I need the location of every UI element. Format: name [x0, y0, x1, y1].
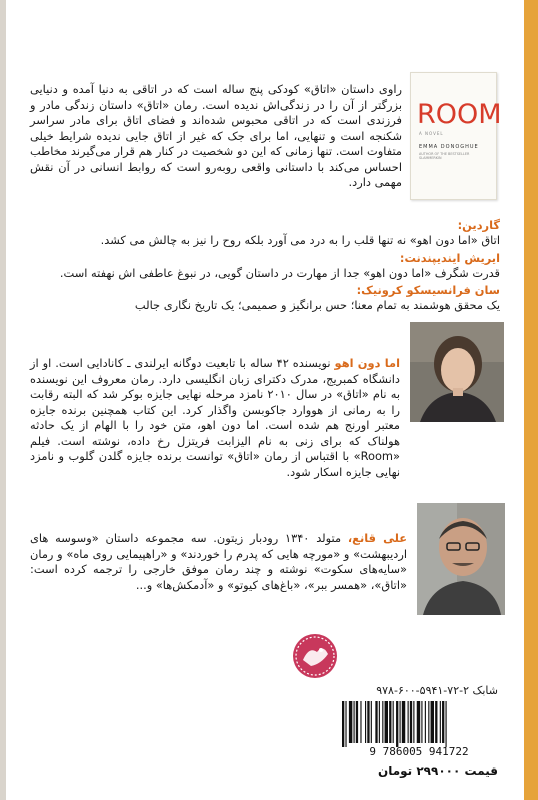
publisher-logo: [291, 632, 339, 680]
barcode-bar: [385, 701, 388, 743]
barcode-bar: [342, 701, 344, 747]
review-quote: یک محقق هوشمند به تمام معنا؛ حس برانگیز و صمیمی؛ یک تاریخ نگاری جالب: [134, 298, 500, 312]
book-cover-title: ROOM: [417, 99, 502, 130]
barcode-bar: [354, 701, 355, 743]
book-cover-author: EMMA DONOGHUE: [419, 144, 479, 150]
intro-paragraph: راوی داستان «اتاق» کودکی پنج ساله است که در اتاقی به دنیا آمده و دنیایی بزرگتر از آن را در زندگی‌اش ندیده است. رمان «اتاق» داستان زندگی مادر و فرزندی است که در اتاقی محبوس شده‌اند و فضای اتاق برای مادر سراسر شکنجه است و تنهایی، اما برای جک که غیر از اتاق جایی ندیده شرایط خیلی متفاوت است. تنها زمانی که این دو شخصیت در کنار هم قرار می‌گیرند مخاطب احساس می‌کند با داستانی واقعی روبه‌رو است که روابط انسانی در آن نقش مهمی دارد.: [30, 82, 402, 189]
barcode-bar: [435, 701, 437, 743]
barcode-bar: [408, 701, 409, 743]
price-label: قیمت ۲۹۹۰۰۰ تومان: [377, 764, 498, 778]
isbn-label: شابک ۲-۷۲-۵۹۴۱-۶۰۰-۹۷۸: [376, 684, 498, 697]
barcode-bar: [410, 701, 412, 743]
barcode-bar: [365, 701, 366, 743]
translator-name: علی قانع،: [347, 531, 408, 545]
translator-bio: [30, 531, 407, 593]
barcode-bar: [446, 701, 447, 747]
barcode-bar: [367, 701, 369, 743]
barcode-bar: [393, 701, 394, 743]
book-cover-blurb: AUTHOR OF THE BESTSELLER SLAMMERKIN: [419, 152, 470, 160]
barcode-bar: [371, 701, 372, 743]
barcode-bar: [360, 701, 361, 743]
barcode-bar: [356, 701, 358, 743]
barcode-digits: 9 786005 941722: [369, 745, 469, 757]
review-source: گاردین:: [457, 218, 500, 232]
review-quote: اتاق «اما دون اهو» نه تنها قلب را به درد می آورد بلکه روح را نیز به چالش می کشد.: [100, 233, 500, 247]
translator-bio-text: متولد ۱۳۴۰ رودبار زیتون. سه مجموعه داستان «وسوسه های اردیبهشت» و «مورچه هایی که پدرم را خوردند» و «راهپیمایی روی ماه» و رمان «سایه‌های سکوت» نوشته و چند رمان موفق خارجی را ترجمه کرده است: «اتاق»، «همسر ببر»، «باغ‌های کیوتو» و «آدمکش‌ها» و...: [30, 531, 407, 592]
barcode-bar: [400, 701, 401, 743]
barcode-bar: [428, 701, 429, 743]
barcode: [338, 701, 500, 757]
barcode-bar: [345, 701, 346, 747]
barcode-bar: [421, 701, 422, 743]
author-name: اما دون اهو: [334, 356, 400, 370]
barcode-bar: [425, 701, 426, 743]
barcode-bar: [402, 701, 405, 743]
barcode-bar: [440, 701, 441, 743]
barcode-bar: [349, 701, 352, 743]
reviews-section: [30, 218, 500, 314]
barcode-bar: [396, 701, 398, 747]
barcode-bar: [417, 701, 420, 743]
author-bio: [30, 356, 400, 480]
review-item: [30, 251, 500, 282]
review-item: [30, 283, 500, 314]
author-bio-text: نویسنده ۴۲ ساله با تابعیت دوگانه ایرلندی ـ کانادایی است. او از دانشگاه کمبریج، مدرک دکترای زبان انگلیسی دارد. رمان معروف این نویسنده به نام «اتاق» در سال ۲۰۱۰ نامزد مرحله نهایی جایزه بوکر شد که البته رقابت را به رمانی از هووارد جاکوبسن واگذار کرد. این کتاب همچنین برنده جایزه معتبر اورنج هم شده است. اما دون اهو، متن خود را با الهام از یک حادثه هولناک که برای زنی به نام الیزابت فریتزل رخ داده، نوشته است. فیلم «Room» با اقتباس از رمان «اتاق» توانست برنده جایزه گلدن گلوب و نامزد نهایی جایزه اسکار شود.: [30, 356, 401, 479]
barcode-bar: [389, 701, 391, 743]
barcode-bar: [431, 701, 434, 743]
translator-photo: [417, 503, 505, 615]
author-photo: [410, 322, 504, 422]
review-source: سان فرانسیسکو کرونیک:: [356, 283, 500, 297]
book-cover-thumbnail: [410, 72, 502, 200]
book-cover-subtitle: A NOVEL: [419, 131, 444, 136]
barcode-bar: [442, 701, 444, 743]
barcode-bar: [375, 701, 377, 743]
review-item: [30, 218, 500, 249]
review-source: ایریش ایندیپندنت:: [399, 250, 500, 265]
barcode-bar: [382, 701, 383, 743]
barcode-bar: [379, 701, 380, 743]
review-quote: قدرت شگرف «اما دون اهو» جدا از مهارت در داستان گویی، در نبوغ عاطفی اش نهفته است.: [59, 265, 500, 280]
barcode-bar: [413, 701, 414, 743]
